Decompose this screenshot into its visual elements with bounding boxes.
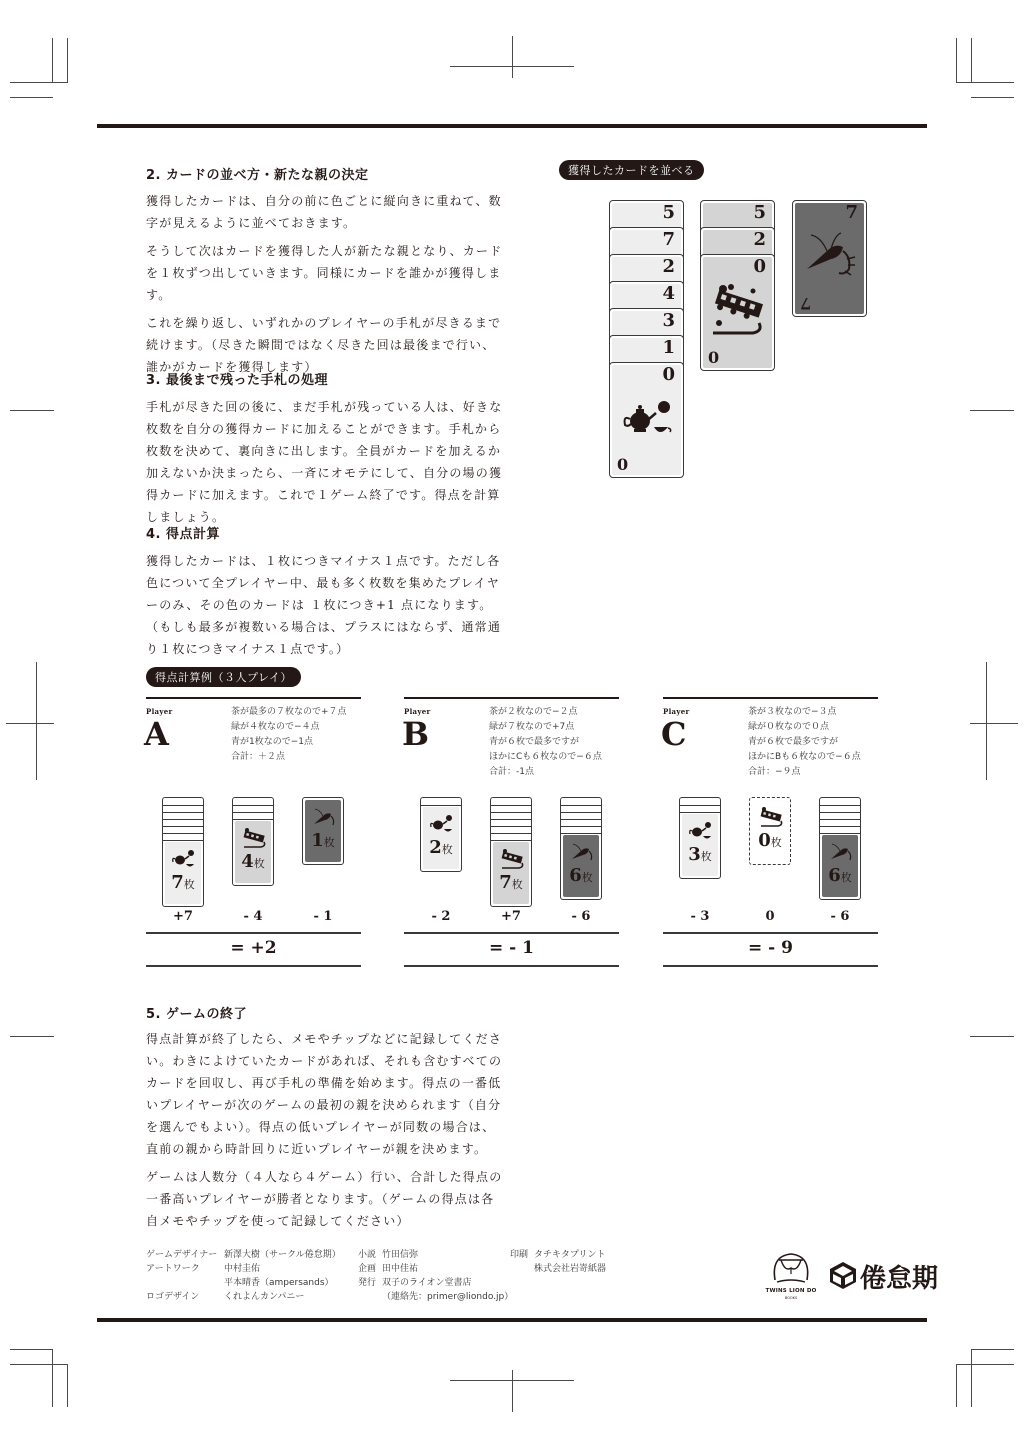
credit-row: 企画 田中佳祐 <box>358 1264 419 1274</box>
teapot-icon <box>620 397 676 441</box>
top-rule <box>97 124 927 128</box>
kentaiki-text: 倦怠期 <box>860 1264 939 1294</box>
card-count: 0枚 <box>758 830 782 851</box>
card-count: 6枚 <box>828 865 852 886</box>
credit-row: 発行 双子のライオン堂書店 <box>358 1278 472 1288</box>
credit-row: 印刷 タチキタプリント <box>510 1250 606 1260</box>
card-count: 7枚 <box>499 872 523 893</box>
arrange-example-label: 獲得したカードを並べる <box>559 160 704 180</box>
explanation-line: 茶が最多の７枚なので+７点 <box>231 707 347 717</box>
player-panel-a <box>146 697 361 969</box>
divider <box>146 932 361 934</box>
credit-row: 小説 竹田信弥 <box>358 1250 419 1260</box>
player-label: Player <box>404 707 431 716</box>
card-stack-tea <box>679 797 721 879</box>
explanation-line: 青が６枚で最多ですが <box>748 737 839 747</box>
stacked-card-edge <box>820 826 860 827</box>
explanation-line: 合計：−９点 <box>748 767 801 777</box>
stacked-card-edge <box>820 819 860 820</box>
stacked-card-edge <box>561 833 601 834</box>
section-3-heading: 3. 最後まで残った手札の処理 <box>146 373 329 388</box>
stacked-card: 4 <box>609 281 684 321</box>
color-score: - 2 <box>431 909 451 924</box>
explanation-line: 緑が７枚なので+7点 <box>489 722 575 732</box>
train-icon <box>709 283 769 339</box>
stacked-card-edge <box>233 819 273 820</box>
explanation-line: 緑が４枚なので−４点 <box>231 722 320 732</box>
train-icon <box>241 827 267 849</box>
stacked-card: 2 <box>700 227 775 267</box>
card-stack-tea <box>162 797 204 907</box>
player-panel-c <box>663 697 878 969</box>
top-card: 7 7 <box>792 200 867 317</box>
explanation-line: ほかにCも６枚なので−６点 <box>489 752 602 762</box>
explanation-line: 青が1枚なので−1点 <box>231 737 313 747</box>
explanation-line: 茶が３枚なので−３点 <box>748 707 837 717</box>
stacked-card-edge <box>561 826 601 827</box>
card-count: 3枚 <box>688 844 712 865</box>
credits-col-2 <box>358 1248 513 1304</box>
score-explanation <box>489 705 602 780</box>
stacked-card-edge <box>163 840 203 841</box>
credit-row: 株式会社岩嵜紙器 <box>534 1264 607 1274</box>
card-stack-green <box>232 797 274 886</box>
stacked-card-edge <box>561 805 601 806</box>
shrimp-icon <box>311 806 337 828</box>
divider <box>663 697 878 699</box>
top-card: 0 0 <box>609 362 684 478</box>
card-face <box>305 800 341 862</box>
card-stack-tea <box>420 797 462 872</box>
divider <box>146 697 361 699</box>
section-4-body <box>146 550 506 666</box>
shrimp-icon <box>569 841 595 863</box>
stacked-card-edge <box>491 826 531 827</box>
cube-logo-icon <box>828 1260 858 1290</box>
section-2-heading: 2. カードの並べ方・新たな親の決定 <box>146 168 369 183</box>
stacked-card: 1 <box>609 335 684 375</box>
stacked-card-edge <box>561 819 601 820</box>
stacked-card-edge <box>163 826 203 827</box>
color-score: +7 <box>501 909 521 924</box>
card-stack-empty <box>749 797 791 865</box>
card-face <box>493 842 529 904</box>
card-count: 7枚 <box>171 872 195 893</box>
card-count: 6枚 <box>569 865 593 886</box>
explanation-line: 緑が０枚なので０点 <box>748 722 830 732</box>
stacked-card-edge <box>491 840 531 841</box>
stacked-card-edge <box>163 819 203 820</box>
teapot-icon <box>429 813 455 835</box>
score-explanation <box>231 705 347 765</box>
card-face <box>822 835 858 897</box>
section-4-heading: 4. 得点計算 <box>146 527 221 542</box>
stacked-card: 7 <box>609 227 684 267</box>
divider <box>404 965 619 967</box>
divider <box>663 965 878 967</box>
card-stack-blue <box>819 797 861 900</box>
stacked-card-edge <box>561 812 601 813</box>
divider <box>663 932 878 934</box>
color-score: - 3 <box>690 909 710 924</box>
explanation-line: 青が６枚で最多ですが <box>489 737 580 747</box>
divider <box>146 965 361 967</box>
total-score: = - 1 <box>489 938 534 958</box>
credit-row: 平本晴香（ampersands） <box>224 1278 334 1288</box>
paragraph: ゲームは人数分（４人なら４ゲーム）行い、合計した得点の一番高いプレイヤーが勝者となります。（ゲームの得点は各自メモやチップを使って記録してください） <box>146 1170 503 1228</box>
player-label: Player <box>663 707 690 716</box>
card-count: 2枚 <box>429 837 453 858</box>
player-letter: C <box>661 715 687 753</box>
credits-col-1 <box>146 1248 341 1304</box>
shrimp-icon <box>801 229 859 281</box>
paragraph: これを繰り返し、いずれかのプレイヤーの手札が尽きるまで続けます。（尽きた瞬間ではなく尽きた回は最後まで行い、誰かがカードを獲得します） <box>146 316 502 374</box>
color-score: - 6 <box>571 909 591 924</box>
top-card: 0 0 <box>700 254 775 371</box>
bottom-rule <box>97 1318 927 1322</box>
player-letter: B <box>402 715 430 753</box>
stacked-card: 2 <box>609 254 684 294</box>
stacked-card: 5 <box>609 200 684 240</box>
color-score: +7 <box>173 909 193 924</box>
color-score: - 4 <box>243 909 263 924</box>
card-count: 4枚 <box>241 851 265 872</box>
paragraph: 手札が尽きた回の後に、まだ手札が残っている人は、好きな枚数を自分の獲得カードに加えることができます。手札から枚数を決めて、裏向きに出します。全員がカードを加えるか加えないか決まったら、一斉にオモテにして、自分の場の獲得カードに加えます。これで１ゲーム終了です。得点を計算しましょう。 <box>146 400 503 524</box>
card-count: 1枚 <box>311 830 335 851</box>
paragraph: 得点計算が終了したら、メモやチップなどに記録してください。わきによけていたカードがあれば、それも含むすべてのカードを回収し、再び手札の準備を始めます。得点の一番低いプレイヤーが次のゲームの最初の親を決められます（自分を選んでもよい）。得点の低いプレイヤーが同数の場合は、直前の親から時計回りに近いプレイヤーが親を決めます。 <box>146 1032 503 1156</box>
score-explanation <box>748 705 861 780</box>
stacked-card: 3 <box>609 308 684 348</box>
card-face <box>682 814 718 876</box>
player-label: Player <box>146 707 173 716</box>
card-face <box>752 800 788 862</box>
card-face <box>165 842 201 904</box>
stacked-card-edge <box>680 805 720 806</box>
stacked-card-edge <box>421 805 461 806</box>
stacked-card-edge <box>491 833 531 834</box>
stacked-card-edge <box>680 812 720 813</box>
section-5-heading: 5. ゲームの終了 <box>146 1007 248 1022</box>
train-icon <box>758 806 784 828</box>
section-3-body <box>146 396 506 534</box>
twins-lion-do-text: TWINS LION DO <box>765 1288 817 1294</box>
divider <box>404 697 619 699</box>
card-stack-green <box>490 797 532 907</box>
score-example-label: 得点計算例（３人プレイ） <box>146 667 301 687</box>
stacked-card-edge <box>163 833 203 834</box>
paragraph: 獲得したカードは、１枚につきマイナス１点です。ただし各色について全プレイヤー中、最も多く枚数を集めたプレイヤーのみ、その色のカードは １枚につき+1 点になります。（もしも最多が複数いる場合は、プラスにはならず、通常通り１枚につきマイナス１点です。） <box>146 554 502 656</box>
credit-row: （連絡先：primer@liondo.jp） <box>382 1292 514 1302</box>
train-icon <box>499 848 525 870</box>
stacked-card: 5 <box>700 200 775 240</box>
card-stack-blue <box>302 797 344 865</box>
credits-col-3 <box>510 1248 606 1276</box>
credit-row: ゲームデザイナー 新澤大樹（サークル倦怠期） <box>146 1250 341 1260</box>
card-face <box>423 807 459 869</box>
paragraph: 獲得したカードは、自分の前に色ごとに縦向きに重ねて、数字が見えるように並べておきます。 <box>146 194 502 230</box>
total-score: = +2 <box>230 938 277 958</box>
stacked-card-edge <box>491 805 531 806</box>
stacked-card-edge <box>233 812 273 813</box>
player-panel-b <box>404 697 619 969</box>
stacked-card-edge <box>820 805 860 806</box>
color-score: - 1 <box>313 909 333 924</box>
color-score: 0 <box>765 909 775 924</box>
card-face <box>235 821 271 883</box>
player-letter: A <box>144 715 169 753</box>
twins-lion-do-sub: BOOKS <box>784 1296 798 1300</box>
divider <box>404 932 619 934</box>
explanation-line: 合計：＋２点 <box>231 752 286 762</box>
credit-row: アートワーク 中村圭佑 <box>146 1264 261 1274</box>
twins-lion-do-logo <box>760 1250 822 1310</box>
stacked-card-edge <box>820 812 860 813</box>
stacked-card-edge <box>820 833 860 834</box>
teapot-icon <box>688 820 714 842</box>
stacked-card-edge <box>163 805 203 806</box>
stacked-card-edge <box>491 812 531 813</box>
card-stack-blue <box>560 797 602 900</box>
stacked-card-edge <box>491 819 531 820</box>
color-score: - 6 <box>830 909 850 924</box>
shrimp-icon <box>828 841 854 863</box>
total-score: = - 9 <box>748 938 793 958</box>
credit-row: ロゴデザイン くれよんカンパニー <box>146 1292 305 1302</box>
stacked-card-edge <box>233 805 273 806</box>
stacked-card-edge <box>163 812 203 813</box>
lion-logo-icon <box>771 1250 811 1286</box>
card-face <box>563 835 599 897</box>
explanation-line: 合計：-1点 <box>489 767 534 777</box>
section-5-body <box>146 1028 506 1238</box>
explanation-line: ほかにBも６枚なので−６点 <box>748 752 861 762</box>
paragraph: そうして次はカードを獲得した人が新たな親となり、カードを１枚ずつ出していきます。同様にカードを誰かが獲得します。 <box>146 244 503 302</box>
section-2-body <box>146 190 506 384</box>
explanation-line: 茶が２枚なので−２点 <box>489 707 578 717</box>
teapot-icon <box>171 848 197 870</box>
